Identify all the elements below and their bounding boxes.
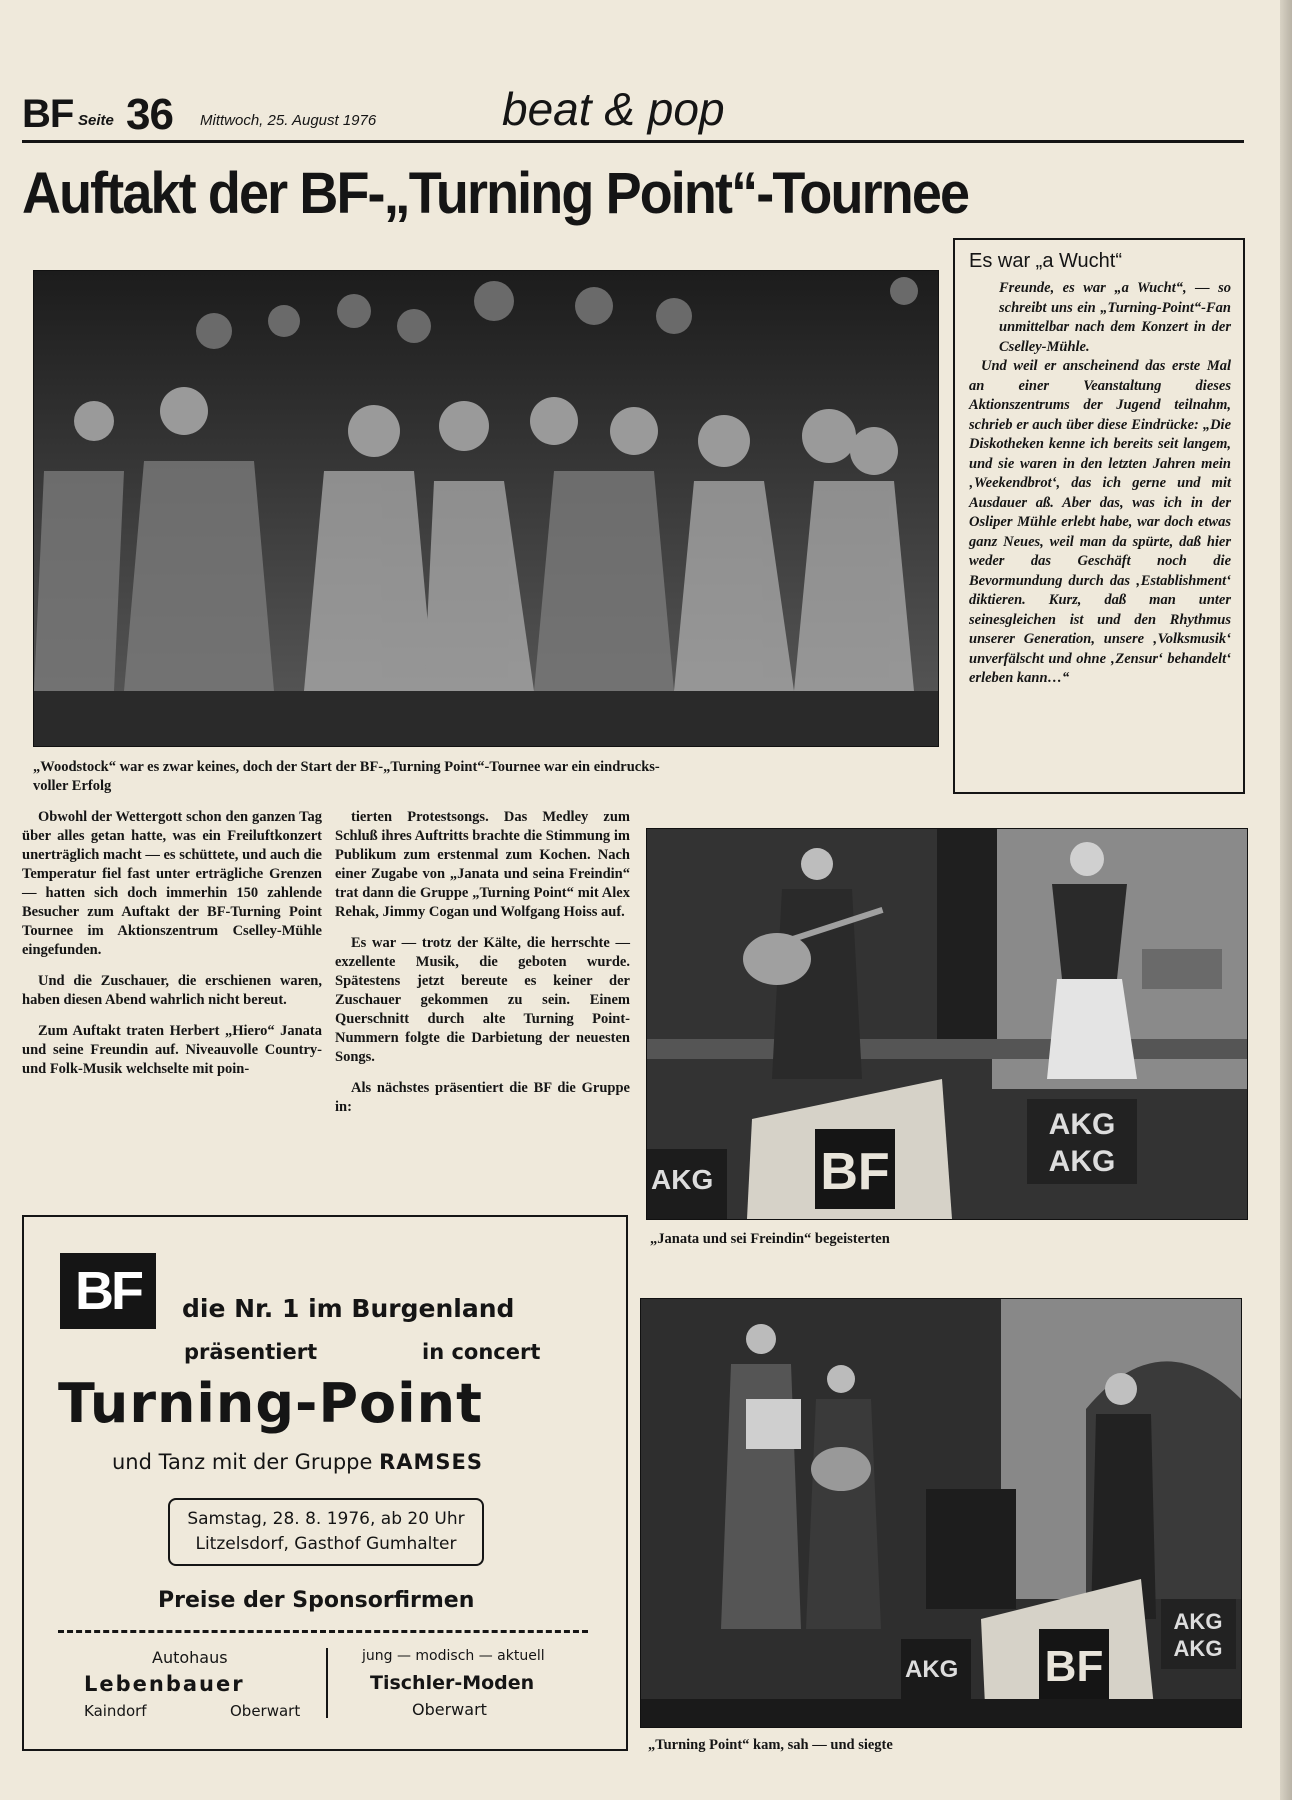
- ad-slogan: die Nr. 1 im Burgenland: [182, 1294, 515, 1323]
- masthead-rule: [22, 140, 1244, 143]
- crowd-caption-line1: „Woodstock“ war es zwar keines, doch der Start der BF-„Turning Point“-Tournee war ein eindrucks-: [33, 759, 660, 775]
- duo-photo-caption: „Janata und sei Freindin“ begeisterten: [650, 1231, 890, 1247]
- stage-sign-akg-text: AKG: [1173, 1636, 1223, 1661]
- sidebar-paragraph: Freunde, es war „a Wucht“, — so schreibt uns ein „Turning-Point“-Fan unmittelbar nach dem Konzert in der Cselley-Mühle.: [999, 280, 1231, 355]
- masthead-date: Mittwoch, 25. August 1976: [200, 112, 377, 129]
- stage-sign-akg-text: AKG: [651, 1164, 714, 1195]
- sidebar-paragraph: Und weil er anscheinend das erste Mal an einer Veanstaltung dieses Aktionszentrums der Jugend teilnahm, schrieb er auch über diese Eindrücke: „Die Diskotheken kenne ich bereits seit langem, und sie waren in den letzten Jahren mein ‚Weekendbrot‘, das ich gerne und mit Ausdauer aß. Aber das, was ich in der Osliper Mühle erlebt habe, war doch etwas ganz Neues, weil man da spürte, daß hier weder das Geschäft noch die Bevormundung durch das ‚Establishment‘ diktieren. Kurz, daß man unter seinesgleichen ist und den Rhythmus unserer Generation, unsere ‚Volksmusik‘ unverfälscht und ohne ‚Zensur‘ behandelt‘ erleben kann…“: [969, 358, 1231, 686]
- sponsor-2-slogan: jung — modisch — aktuell: [362, 1648, 545, 1664]
- ad-dance-band: RAMSES: [379, 1450, 484, 1474]
- stage-sign-bf-text: BF: [820, 1143, 890, 1201]
- article-paragraph: Obwohl der Wettergott schon den ganzen Tag über alles getan hatte, was ein Freiluftkonzert unerträglich macht — es schüttete, und auch die Temperatur fiel fast unter erträgliche Grenzen — hatten sich doch immerhin 150 zahlende Besucher zum Auftakt der BF-Turning Point Tournee im Aktionszentrum Cselley-Mühle eingefunden.: [22, 809, 322, 958]
- sidebar-title: Es war „a Wucht“: [969, 250, 1122, 272]
- sponsor-2-town: Oberwart: [412, 1700, 487, 1719]
- masthead-page-number: 36: [126, 90, 173, 139]
- article-paragraph: Als nächstes präsentiert die BF die Gruppe in:: [335, 1080, 630, 1115]
- ad-sponsors-title: Preise der Sponsorfirmen: [158, 1588, 475, 1613]
- ad-dance-prefix: und Tanz mit der Gruppe: [112, 1450, 373, 1474]
- stage-sign-akg-text: AKG: [1048, 1145, 1116, 1178]
- page-headline: Auftakt der BF-„Turning Point“-Tournee: [22, 161, 969, 226]
- ad-band-name: Turning-Point: [58, 1372, 483, 1435]
- masthead-section: beat & pop: [502, 83, 725, 135]
- duo-stage-photo: [646, 828, 1248, 1220]
- ad-sponsor-divider: [326, 1648, 328, 1718]
- masthead-paper-name: BF: [22, 92, 74, 136]
- article-paragraph: tierten Protestsongs. Das Medley zum Schluß ihres Auftritts brachte die Stimmung im Publikum zum erstenmal zum Kochen. Nach einer Zugabe von „Janata und seina Freindin“ trat dann die Gruppe „Turning Point“ mit Alex Rehak, Jimmy Cogan und Wolfgang Hoiss auf.: [335, 809, 630, 920]
- article-paragraph: Es war — trotz der Kälte, die herrschte — exzellente Musik, die geboten wurde. Spätestens jetzt bereute es keiner der Zuschauer gekommen zu sein. Einem Querschnitt durch alte Turning Point-Nummern folgte die Darbietung der neuesten Songs.: [335, 935, 630, 1065]
- crowd-caption-line2: voller Erfolg: [33, 778, 112, 794]
- stage-sign-akg-text: AKG: [1173, 1609, 1223, 1634]
- band-photo-caption: „Turning Point“ kam, sah — und siegte: [648, 1737, 893, 1753]
- sponsor-2-name: Tischler-Moden: [370, 1672, 535, 1694]
- page-edge-shadow: [1280, 0, 1292, 1800]
- article-column-2: [335, 808, 630, 1129]
- sponsor-1-type: Autohaus: [152, 1648, 228, 1667]
- sidebar-box: [953, 238, 1245, 794]
- masthead-page-label: Seite: [78, 112, 114, 129]
- stage-sign-akg-text: AKG: [905, 1656, 959, 1683]
- ad-presents: präsentiert: [184, 1340, 318, 1364]
- ad-dashed-divider: [58, 1630, 588, 1633]
- article-column-1: [22, 808, 322, 1091]
- sponsor-1-town: Oberwart: [230, 1702, 301, 1720]
- stage-sign-bf-text: BF: [1044, 1642, 1104, 1691]
- crowd-photo-caption: [33, 758, 943, 796]
- crowd-photo: [33, 270, 939, 747]
- ad-dance-line: [112, 1450, 483, 1474]
- ad-in-concert: in concert: [422, 1340, 541, 1364]
- ad-date-box: [168, 1498, 484, 1566]
- article-paragraph: Und die Zuschauer, die erschienen waren, haben diesen Abend wahrlich nicht bereut.: [22, 973, 322, 1008]
- band-stage-photo: [640, 1298, 1242, 1728]
- article-paragraph: Zum Auftakt traten Herbert „Hiero“ Janata und seine Freundin auf. Niveauvolle Country- und Folk-Musik welchselte mit poin-: [22, 1023, 322, 1077]
- bf-logo: BF: [60, 1253, 156, 1329]
- stage-sign-akg-text: AKG: [1048, 1108, 1116, 1141]
- sponsor-1-town: Kaindorf: [84, 1702, 147, 1720]
- ad-venue: Litzelsdorf, Gasthof Gumhalter: [195, 1534, 457, 1554]
- sponsor-1-name: Lebenbauer: [84, 1672, 245, 1696]
- ad-date: Samstag, 28. 8. 1976, ab 20 Uhr: [187, 1509, 465, 1529]
- sidebar-body: [969, 279, 1231, 689]
